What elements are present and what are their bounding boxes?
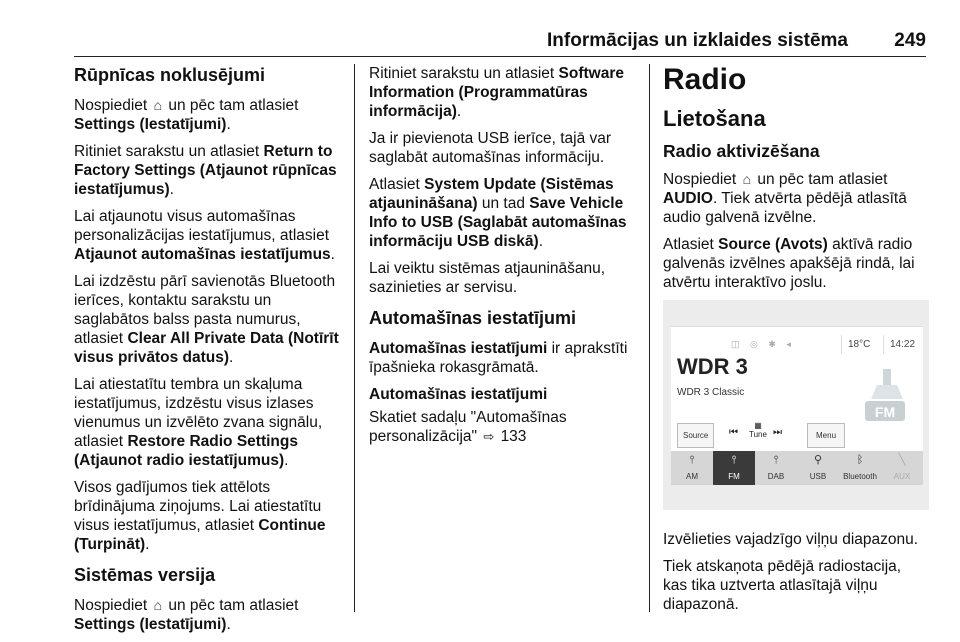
usb-icon: ⚲ (813, 454, 823, 466)
paragraph: Lai atiestatītu tembra un skaļuma iestatījumus, izdzēstu visus izlases vienumus un izvēlēto zvana signālu, atlasiet Restore Radio Settings (Atjaunot radio iestatījumus). (74, 376, 323, 469)
band-label: Bluetooth (843, 472, 877, 481)
paragraph: Ritiniet sarakstu un atlasiet Return to Factory Settings (Atjaunot rūpnīcas iestatījumus). (74, 143, 337, 198)
paragraph: Nospiediet ⌂ un pēc tam atlasiet Settings (Iestatījumi). (74, 597, 299, 633)
previous-station-icon[interactable]: ⏮ (729, 427, 738, 438)
station-name: WDR 3 (677, 354, 748, 379)
home-icon: ⌂ (742, 171, 752, 187)
paragraph: Nospiediet ⌂ un pēc tam atlasiet Settings (Iestatījumi). (74, 97, 299, 133)
paragraph: Lai atjaunotu visus automašīnas personalizācijas iestatījumus, atlasiet Atjaunot automašīnas iestatījumus. (74, 208, 335, 263)
text: Skatiet sadaļu "Automašīnas personalizācija" (369, 409, 567, 445)
text: Lai atjaunotu visus automašīnas personalizācijas iestatījumus, atlasiet (74, 208, 330, 244)
text: Ritiniet sarakstu un atlasiet (74, 143, 260, 160)
radio-display (671, 326, 923, 484)
page-reference[interactable]: 133 (500, 428, 527, 445)
menu-term: Settings (Iestatījumi) (74, 116, 227, 133)
clock: 14:22 (883, 335, 915, 354)
column-2 (369, 64, 639, 454)
paragraph: Lai veiktu sistēmas atjaunināšanu, sazinieties ar servisu. (369, 260, 606, 296)
band-bluetooth[interactable] (839, 451, 881, 485)
band-label: AM (686, 472, 698, 481)
paragraph: Tiek atskaņota pēdējā radiostacija, kas tika uztverta atlasītajā viļņu diapazonā. (663, 558, 902, 613)
subheading-car-settings: Automašīnas iestatījumi (369, 386, 548, 403)
tune-label: Tune (749, 430, 767, 439)
menu-term: System Update (Sistēmas atjaunināšana) (369, 176, 614, 212)
heading-activate-radio: Radio aktivizēšana (663, 141, 820, 161)
page-header (74, 26, 926, 58)
antenna-icon: ⫯ (731, 454, 737, 466)
text: un pēc tam atlasiet (757, 171, 888, 188)
column-divider (354, 64, 355, 612)
menu-term: Continue (Turpināt) (74, 517, 326, 553)
menu-term: AUDIO (663, 190, 713, 207)
paragraph: Lai izdzēstu pārī savienotās Bluetooth ierīces, kontaktu sarakstu un saglabātos balss pasta numurus, atlasiet Clear All Private Data (Notīrīt visus privātos datus). (74, 273, 339, 366)
station-subtitle: WDR 3 Classic (677, 387, 745, 398)
text: Atlasiet (369, 176, 420, 193)
status-icons: ◫ ◎ ✱ ◂ (731, 339, 795, 349)
home-icon: ⌂ (153, 97, 163, 113)
text: un pēc tam atlasiet (168, 97, 299, 114)
page-number: 249 (894, 30, 926, 51)
text: un pēc tam atlasiet (168, 597, 299, 614)
heading-factory-defaults: Rūpnīcas noklusējumi (74, 65, 266, 85)
text: Nospiediet (74, 97, 148, 114)
menu-term: Save Vehicle Info to USB (Saglabāt automašīnas informāciju USB diskā) (369, 195, 627, 250)
heading-radio: Radio (663, 63, 747, 96)
antenna-icon: ⫯ (689, 454, 695, 466)
band-selector-bar (671, 451, 923, 485)
menu-term: Restore Radio Settings (Atjaunot radio iestatījumus) (74, 433, 298, 469)
band-am[interactable] (671, 451, 713, 485)
header-title: Informācijas un izklaides sistēma (547, 30, 848, 51)
fm-logo-text: FM (874, 404, 896, 420)
band-label: DAB (767, 472, 785, 481)
paragraph (663, 235, 929, 292)
menu-term: Settings (Iestatījumi) (74, 616, 227, 633)
aux-icon: ╲ (898, 454, 906, 466)
text: Lai izdzēstu pārī savienotās Bluetooth ierīces, kontaktu sarakstu un saglabātos balss pasta numurus, atlasiet (74, 273, 336, 347)
text: ir aprakstīti īpašnieka rokasgrāmatā. (369, 340, 628, 376)
paragraph (663, 170, 929, 227)
menu-term: Atjaunot automašīnas iestatījumus (74, 246, 331, 263)
band-label: USB (809, 472, 827, 481)
home-icon: ⌂ (153, 597, 163, 613)
text: Nospiediet (74, 597, 148, 614)
text: Nospiediet (663, 171, 737, 188)
band-aux[interactable] (881, 451, 923, 485)
menu-term: Software Information (Programmatūras informācija) (369, 65, 625, 120)
text: Lai atiestatītu tembra un skaļuma iestatījumus, izdzēstu visus izlases vienumus un izvēlēto zvana signālu, atlasiet (74, 376, 323, 450)
text: Atlasiet (663, 236, 714, 253)
text: aktīvā radio galvenās izvēlnes apakšējā rindā, lai atvērtu interaktīvo joslu. (663, 236, 915, 291)
header-rule (74, 56, 926, 57)
status-bar (671, 333, 923, 351)
antenna-icon: ⫯ (773, 454, 779, 466)
menu-button[interactable]: Menu (807, 423, 845, 448)
column-3 (663, 64, 929, 622)
menu-term: Automašīnas iestatījumi (369, 340, 548, 357)
paragraph: Atlasiet System Update (Sistēmas atjaunināšana) un tad Save Vehicle Info to USB (Saglabāt automašīnas informāciju USB diskā). (369, 176, 627, 250)
menu-term: Source (Avots) (718, 236, 828, 253)
menu-term: Return to Factory Settings (Atjaunot rūpnīcas iestatījumus) (74, 143, 337, 198)
bluetooth-icon: ᛒ (856, 454, 864, 466)
paragraph: Ritiniet sarakstu un atlasiet Software Information (Programmatūras informācija). (369, 65, 625, 120)
text: Ritiniet sarakstu un atlasiet (369, 65, 555, 82)
column-divider (649, 64, 650, 612)
band-label: FM (728, 472, 740, 481)
text: Visos gadījumos tiek attēlots brīdinājuma ziņojums. Lai atiestatītu visus iestatījumus, atlasiet (74, 479, 322, 534)
temperature: 18°C (841, 335, 870, 354)
paragraph: Visos gadījumos tiek attēlots brīdinājuma ziņojums. Lai atiestatītu visus iestatījumus, atlasiet Continue (Turpināt). (74, 479, 326, 553)
paragraph: Izvēlieties vajadzīgo viļņu diapazonu. (663, 531, 919, 548)
paragraph: Ja ir pievienota USB ierīce, tajā var saglabāt automašīnas informāciju. (369, 130, 612, 166)
heading-usage: Lietošana (663, 106, 766, 131)
next-station-icon[interactable]: ⏭ (773, 427, 782, 438)
paragraph (369, 339, 639, 377)
column-1 (74, 64, 344, 642)
control-row (677, 423, 917, 439)
band-label: AUX (893, 472, 911, 481)
radio-screen-illustration (663, 300, 929, 510)
heading-system-version: Sistēmas versija (74, 565, 216, 585)
text: . Tiek atvērta pēdējā atlasītā audio galvenā izvēlne. (663, 190, 907, 226)
band-usb[interactable] (797, 451, 839, 485)
fm-logo-icon (861, 365, 913, 423)
page-reference-icon: ⇨ (483, 429, 495, 444)
menu-term: Clear All Private Data (Notīrīt visus privātos datus) (74, 330, 339, 366)
source-button[interactable]: Source (677, 423, 714, 448)
heading-car-settings: Automašīnas iestatījumi (369, 308, 577, 328)
band-dab[interactable] (755, 451, 797, 485)
band-fm[interactable] (713, 451, 755, 485)
text: un tad (481, 195, 525, 212)
tune-button[interactable]: ▦ Tune (749, 421, 767, 439)
paragraph (369, 408, 639, 446)
